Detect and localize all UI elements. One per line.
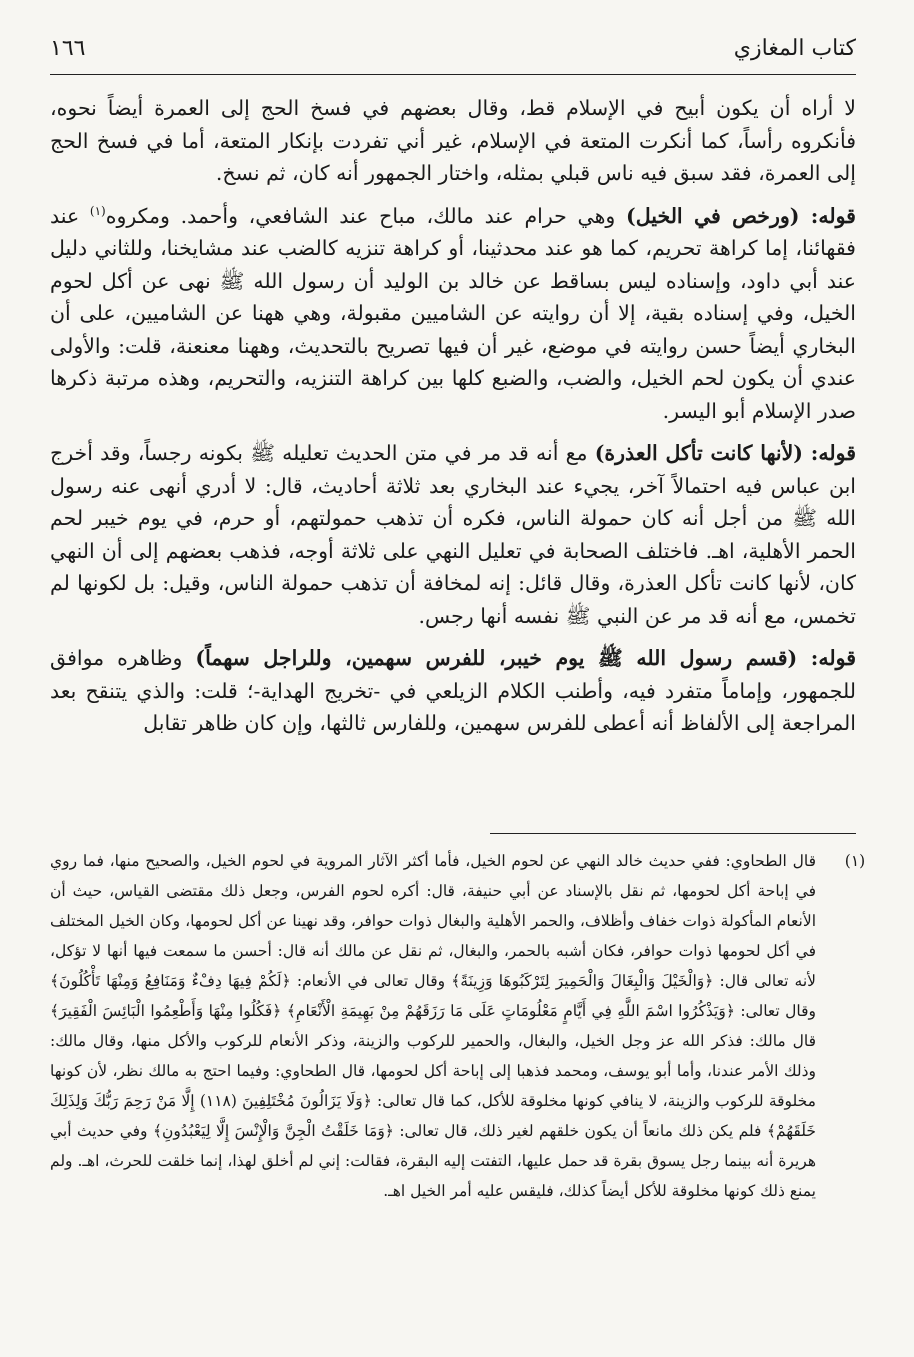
- paragraph-2-lead: قوله: (ورخص في الخيل): [626, 203, 856, 228]
- page-header: [50, 30, 856, 75]
- footnote-divider: [490, 833, 856, 834]
- paragraph-4-text: وظاهره موافق للجمهور، وإماماً متفرد فيه، وأطنب الكلام الزيلعي في -تخريج الهداية-؛ قلت: والذي يتنقح بعد المراجعة إلى الألفاظ أنه أعطى للفرس سهمين، وللفارس ثالثها، وإن كان ظاهر تقابل: [50, 646, 856, 735]
- main-text: [50, 92, 856, 750]
- footnote-number: (١): [844, 852, 866, 870]
- footnote-text: قال الطحاوي: ففي حديث خالد النهي عن لحوم الخيل، فأما أكثر الآثار المروية في لحوم الخيل، والصحيح منها، فما روي في إباحة أكل لحومها، ثم نقل بالإسناد عن أبي حنيفة، قال: أكره لحوم الفرس، وجعل ذلك مقتضى القياس، حيث أن الأنعام المأكولة ذوات خفاف وأظلاف، والحمر الأهلية والبغال ذوات حوافر، وقد نهينا عن أكل لحومها، وكان الخيل المختلف في أكل لحومها ذوات حوافر، فكان أشبه بالحمر، والبغال، ثم نقل عن مالك أنه قال: أحسن ما سمعت فيها أنها لا تؤكل، لأنه تعالى قال: ﴿وَالْخَيْلَ وَالْبِغَالَ وَالْحَمِيرَ لِتَرْكَبُوهَا وَزِينَةً﴾ وقال تعالى في الأنعام: ﴿لَكُمْ فِيهَا دِفْءٌ وَمَنَافِعُ وَمِنْهَا تَأْكُلُونَ﴾ وقال تعالى: ﴿وَيَذْكُرُوا اسْمَ اللَّهِ فِي أَيَّامٍ مَعْلُومَاتٍ عَلَى مَا رَزَقَهُمْ مِنْ بَهِيمَةِ الْأَنْعَامِ﴾ ﴿فَكُلُوا مِنْهَا وَأَطْعِمُوا الْبَائِسَ الْفَقِيرَ﴾ قال مالك: فذكر الله عز وجل الخيل، والبغال، والحمير للركوب والزينة، وذكر الأنعام للركوب والأكل منها، وقال مالك: وذلك الأمر عندنا، وأما أبو يوسف، ومحمد فذهبا إلى إباحة أكل لحومها، قال الطحاوي: وفيما احتج به مالك نظر، لأن كونها مخلوقة للركوب والزينة، لا ينافي كونها مخلوقة للأكل، كما قال تعالى: ﴿وَلَا يَزَالُونَ مُخْتَلِفِينَ (١١٨) إِلَّا مَنْ رَحِمَ رَبُّكَ وَلِذَلِكَ خَلَقَهُمْ﴾ فلم يكن ذلك مانعاً أن يكون خلقهم لغير ذلك، قال تعالى: ﴿وَمَا خَلَقْتُ الْجِنَّ وَالْإِنْسَ إِلَّا لِيَعْبُدُونِ﴾ وفي حديث أبي هريرة أنه بينما رجل يسوق بقرة قد حمل عليها، التفتت إليه البقرة، فقالت: إني لم أخلق لهذا، إنما خلقت للحرث، اهـ. ولم يمنع ذلك كونها مخلوقة للأكل أيضاً كذلك، فليقس عليه أمر الخيل اهـ.: [50, 852, 816, 1200]
- paragraph-2: [50, 200, 856, 428]
- page-number: ١٦٦: [50, 36, 86, 61]
- paragraph-4-lead: قوله: (قسم رسول الله ﷺ يوم خيبر، للفرس سهمين، وللراجل سهماً): [195, 646, 856, 670]
- footnote-section: [50, 846, 874, 1206]
- paragraph-2-text-b: عند فقهائنا، إما كراهة تحريم، كما هو عند محدثينا، أو كراهة تنزيه كالضب عند مشايخنا، وللثاني دليل عند أبي داود، وإسناده ليس بساقط عن خالد بن الوليد أن رسول الله ﷺ نهى عن أكل لحوم الخيل، وفي إسناده بقية، إلا أن روايته عن الشاميين مقبولة، وهي ههنا عن الشاميين، على أن البخاري أيضاً حسن روايته في موضع، غير أن فيها تصريح بالتحديث، وههنا معنعنة، قلت: والأولى عندي أن يكون لحم الخيل، والضب، والضبع كلها بين كراهة التنزيه، والتحريم، وهذه مرتبة ذكرها صدر الإسلام أبو اليسر.: [50, 203, 856, 423]
- footnote-marker[interactable]: (١): [89, 203, 106, 218]
- paragraph-4: [50, 642, 856, 740]
- paragraph-3-lead: قوله: (لأنها كانت تأكل العذرة): [594, 441, 857, 465]
- paragraph-3: [50, 437, 856, 632]
- paragraph-3-text: مع أنه قد مر في متن الحديث تعليله ﷺ بكونه رجساً، وقد أخرج ابن عباس فيه احتمالاً آخر، يجيء عند البخاري بعد ثلاثة أحاديث، قال: لا أدري أنهى عنه رسول الله ﷺ من أجل أنه كان حمولة الناس، فكره أن تذهب حمولتهم، أو حرم، في يوم خيبر لحم الحمر الأهلية، اهـ. فاختلف الصحابة في تعليل النهي على ثلاثة أوجه، فذهب بعضهم إلى أن النهي كان، لأنها كانت تأكل العذرة، وقال قائل: إنه لمخافة أن تذهب حمولة الناس، وقيل: بل لكونها لم تخمس، مع أنه قد مر عن النبي ﷺ نفسه أنها رجس.: [50, 441, 856, 628]
- running-title: كتاب المغازي: [733, 36, 856, 61]
- paragraph-1: لا أراه أن يكون أبيح في الإسلام قط، وقال بعضهم في فسخ الحج إلى العمرة أيضاً نحوه، فأنكروه رأساً، كما أنكرت المتعة في الإسلام، غير أني تفردت بإنكار المتعة، أما في فسخ الحج إلى العمرة، فقد سبق فيه ناس قبلي بمثله، واختار الجمهور أنه كان، ثم نسخ.: [50, 96, 856, 185]
- paragraph-2-text-a: وهي حرام عند مالك، مباح عند الشافعي، وأحمد. ومكروه: [105, 203, 627, 228]
